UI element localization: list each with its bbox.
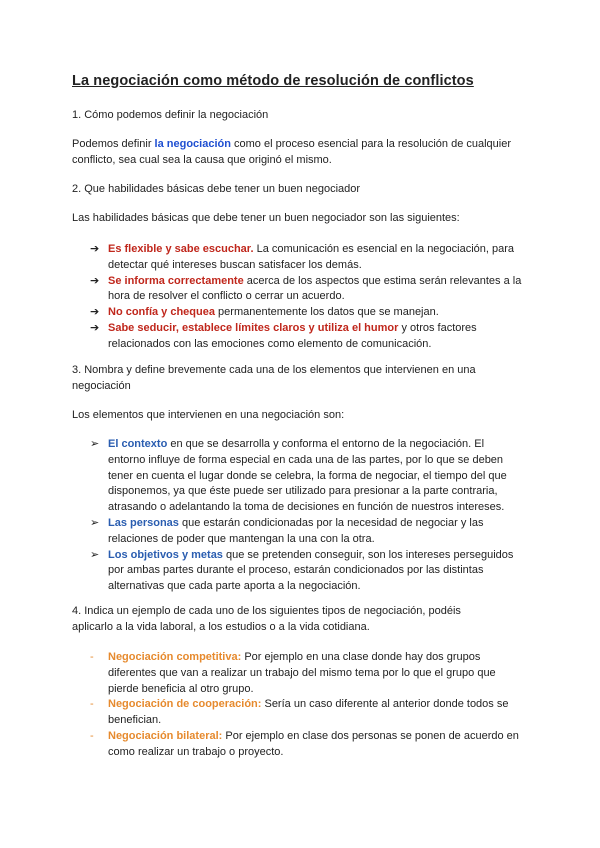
list-item-text: acerca de los aspectos que estima serán relevantes a la hora de resolver el conflicto o cerrar un acuerdo.: [108, 274, 522, 303]
list-item-text: que se pretenden conseguir, son los intereses perseguidos por ambas partes durante el proceso, estarán condicionados por las distintas alternativas que cada parte aporta a la negociación.: [108, 548, 514, 593]
list-item: [88, 321, 534, 353]
list-item-text: Por ejemplo en una clase donde hay dos grupos diferentes que van a realizar un trabajo del mismo tema por lo que el grupo que pierde beneficia al otro grupo.: [108, 651, 496, 695]
list-item-term: Se informa correctamente: [108, 274, 244, 287]
list-item-term: El contexto: [108, 438, 168, 450]
elements-list: [88, 437, 518, 595]
list-item-text: Por ejemplo en clase dos personas se ponen de acuerdo en como realizar un trabajo o proyecto.: [108, 729, 519, 758]
question-1: 1. Cómo podemos definir la negociación: [72, 109, 269, 121]
skills-list: [88, 242, 534, 353]
question-4: 4. Indica un ejemplo de cada uno de los siguientes tipos de negociación, podéis aplicarlo a la vida laboral, a los estudios o a la vida cotidiana.: [72, 605, 461, 633]
list-item-term: Los objetivos y metas: [108, 548, 223, 561]
paragraph-1-before: Podemos definir: [72, 138, 155, 150]
list-item: [88, 516, 518, 548]
list-item-text: en que se desarrolla y conforma el entorno de la negociación. El entorno influye de forma especial en cada una de las partes, por lo que se deben tener en cuenta el lugar donde se celebra, la forma de negociar, el tiempo del que disponemos, ya que éste puede ser utilizado para presionar a la parte contraria, atrasando o adelantando la toma de decisiones en función de nuestros intereses.: [108, 438, 507, 514]
list-item-text: La comunicación es esencial en la negociación, para detectar qué intereses buscan satisfacer los demás.: [108, 243, 515, 271]
list-item-term: Negociación de cooperación:: [108, 698, 262, 711]
list-item-term: Las personas: [108, 516, 179, 529]
question-3: 3. Nombra y define brevemente cada una de los elementos que intervienen en una negociación: [72, 364, 476, 392]
list-item-text: que estarán condicionadas por la necesidad de negociar y las relaciones de poder que mantengan la una con la otra.: [108, 516, 484, 545]
question-2: 2. Que habilidades básicas debe tener un buen negociador: [72, 183, 361, 195]
triangle-bullet-icon: ➢: [90, 438, 100, 450]
list-item-term: Negociación competitiva:: [108, 651, 242, 663]
types-list: [88, 650, 528, 761]
dash-bullet-icon: -: [90, 729, 94, 742]
list-item: [88, 697, 528, 729]
list-item: [88, 242, 534, 274]
list-item-term: Sabe seducir, establece límites claros y utiliza el humor: [108, 321, 399, 334]
arrow-bullet-icon: ➔: [90, 321, 100, 334]
arrow-bullet-icon: ➔: [90, 243, 100, 255]
list-item-term: Negociación bilateral:: [108, 729, 223, 742]
list-item: [88, 274, 534, 306]
paragraph-1-after: como el proceso esencial para la resolución de cualquier conflicto, sea cual sea la causa que originó el mismo.: [72, 138, 512, 166]
list-item-term: No confía y chequea: [108, 306, 215, 319]
list-item: [88, 650, 528, 697]
list-item: [88, 305, 534, 321]
paragraph-1: [72, 137, 534, 169]
list-item: [88, 437, 518, 516]
paragraph-2: Las habilidades básicas que debe tener un buen negociador son las siguientes:: [72, 212, 460, 224]
list-item-text: permanentemente los datos que se manejan.: [214, 306, 439, 319]
list-item-term: Es flexible y sabe escuchar.: [108, 243, 254, 255]
term-negociacion: la negociación: [154, 138, 231, 150]
list-item-text: Sería un caso diferente al anterior donde todos se benefician.: [108, 698, 509, 727]
list-item-text: y otros factores relacionados con las emociones como elemento de comunicación.: [108, 321, 477, 350]
triangle-bullet-icon: ➢: [90, 548, 100, 561]
triangle-bullet-icon: ➢: [90, 516, 100, 529]
document-title: La negociación como método de resolución de conflictos: [72, 73, 474, 89]
dash-bullet-icon: -: [90, 651, 94, 663]
list-item: [88, 548, 518, 595]
list-item: [88, 729, 528, 761]
dash-bullet-icon: -: [90, 698, 94, 711]
paragraph-3: Los elementos que intervienen en una negociación son:: [72, 409, 345, 421]
arrow-bullet-icon: ➔: [90, 274, 100, 287]
arrow-bullet-icon: ➔: [90, 306, 100, 319]
